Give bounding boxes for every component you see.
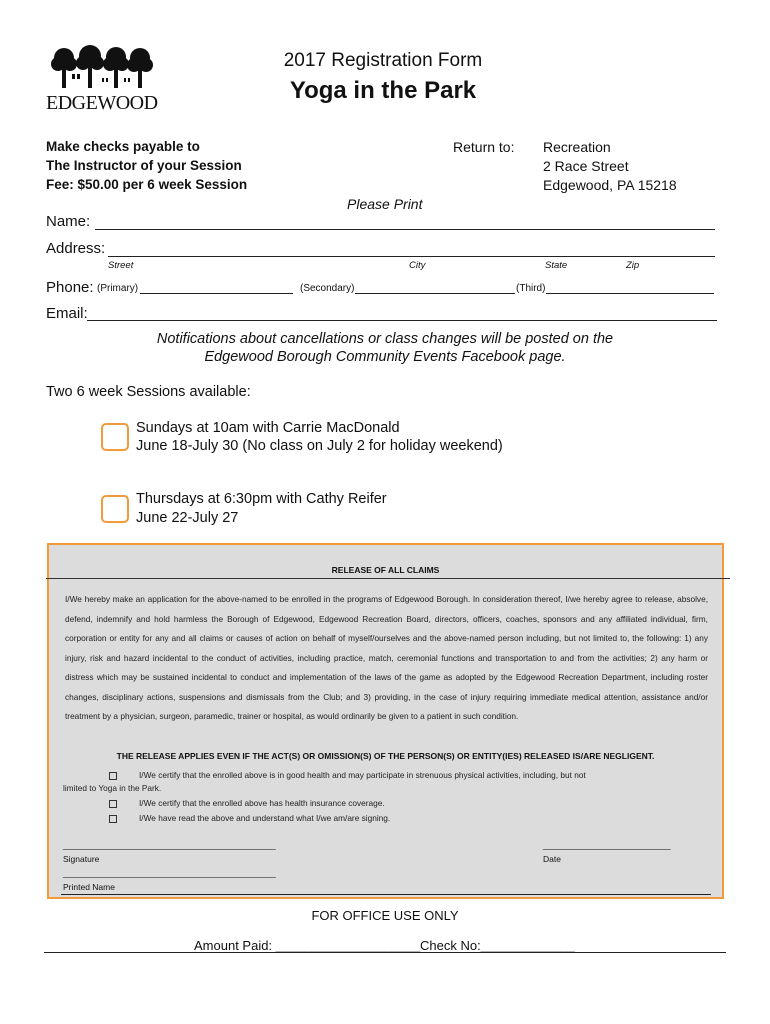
phone-primary-field[interactable] xyxy=(140,293,293,294)
thursday-session-line-2: June 22-July 27 xyxy=(136,510,239,526)
return-to-label: Return to: xyxy=(453,139,515,155)
check-number-field[interactable]: Check No:_____________ xyxy=(420,938,575,953)
release-title: RELEASE OF ALL CLAIMS xyxy=(331,565,440,575)
printed-name-label: Printed Name xyxy=(63,882,115,892)
read-understand-checkbox[interactable] xyxy=(109,815,117,823)
read-understand-item xyxy=(109,813,390,823)
phone-third-label: (Third) xyxy=(516,283,546,294)
payment-line-2: The Instructor of your Session xyxy=(46,158,242,173)
return-address-3: Edgewood, PA 15218 xyxy=(543,177,677,193)
release-paragraph: I/We hereby make an application for the above-named to be enrolled in the programs of Edgewood Borough. In consideration thereof, I/we hereby agree to release, absolve, defend, indemnify and hold harmless the Borough of Edgewood, Edgewood Recreation Board, directors, officers, coaches, sponsors and any affiliated individual, firm, corporation or entity for any and all claims or causes of action on behalf of myself/ourselves and the above-named person including, but not limited to, the following: 1) any injury, risk and hazard incidental to the conduct of activities, including practice, match, ceremonial functions and transportation to and from the activities; 2) any harm or distress which may be sustained incidental to conduct and implementation of the laws of the game as adopted by the Edgewood Recreation Department, including roster changes, disciplinary actions, suspensions and dismissals from the Club; and 3) providing, in the case of injury requiring immediate medical attention, assistance and/or treatment by a physician, surgeon, paramedic, trainer or hospital, as would ordinarily be given to a patient in such condition. xyxy=(65,594,708,721)
fee-line: Fee: $50.00 per 6 week Session xyxy=(46,177,248,192)
email-label: Email: xyxy=(46,305,88,322)
thursday-session-line-1: Thursdays at 6:30pm with Cathy Reifer xyxy=(136,491,387,507)
certify-insurance-text: I/We certify that the enrolled above has health insurance coverage. xyxy=(139,798,385,808)
name-field[interactable] xyxy=(95,229,715,230)
form-title: 2017 Registration Form xyxy=(283,50,483,71)
release-bottom-rule xyxy=(61,894,711,895)
address-zip-label: Zip xyxy=(626,260,640,271)
signature-line[interactable]: _____________________________________________ xyxy=(63,840,276,850)
release-of-claims-box xyxy=(47,543,724,899)
phone-label: Phone: xyxy=(46,279,94,296)
logo-text: EDGEWOOD xyxy=(46,92,158,114)
release-negligence-clause: THE RELEASE APPLIES EVEN IF THE ACT(S) OR OMISSION(S) OF THE PERSON(S) OR ENTITY(IES) RELEASED IS/ARE NEGLIGENT. xyxy=(116,751,655,761)
certify-health-checkbox[interactable] xyxy=(109,772,117,780)
certify-health-text-cont: limited to Yoga in the Park. xyxy=(63,783,162,793)
return-address-2: 2 Race Street xyxy=(543,158,629,174)
certify-health-text: I/We certify that the enrolled above is in good health and may participate in strenuous physical activities, including, but not xyxy=(139,770,586,780)
address-city-label: City xyxy=(409,260,426,271)
return-address-1: Recreation xyxy=(543,139,611,155)
sunday-session-line-1: Sundays at 10am with Carrie MacDonald xyxy=(136,420,400,436)
date-label: Date xyxy=(543,854,561,864)
certify-insurance-checkbox[interactable] xyxy=(109,800,117,808)
sunday-session-checkbox[interactable] xyxy=(101,423,129,451)
phone-third-field[interactable] xyxy=(546,293,714,294)
office-rule xyxy=(44,952,726,953)
address-street-label: Street xyxy=(108,260,134,271)
sessions-heading: Two 6 week Sessions available: xyxy=(46,384,251,400)
amount-paid-field[interactable]: Amount Paid: ____________________ xyxy=(194,938,421,953)
address-field[interactable] xyxy=(108,256,715,257)
thursday-session-checkbox[interactable] xyxy=(101,495,129,523)
address-state-label: State xyxy=(545,260,568,271)
date-line[interactable]: ___________________________ xyxy=(543,840,671,850)
form-subtitle: Yoga in the Park xyxy=(289,77,477,104)
notice-line-2: Edgewood Borough Community Events Facebook page. xyxy=(204,349,566,365)
read-understand-text: I/We have read the above and understand what I/we am/are signing. xyxy=(139,813,391,823)
please-print: Please Print xyxy=(347,196,423,212)
payment-line-1: Make checks payable to xyxy=(46,139,200,154)
release-divider xyxy=(46,578,730,579)
name-label: Name: xyxy=(46,213,91,230)
office-use-heading: FOR OFFICE USE ONLY xyxy=(311,908,459,923)
signature-label: Signature xyxy=(63,854,100,864)
email-field[interactable] xyxy=(87,320,717,321)
certify-insurance-item xyxy=(109,798,385,808)
address-label: Address: xyxy=(46,240,106,257)
phone-secondary-field[interactable] xyxy=(355,293,515,294)
phone-primary-label: (Primary) xyxy=(97,283,139,294)
phone-secondary-label: (Secondary) xyxy=(300,283,355,294)
notice-line-1: Notifications about cancellations or class changes will be posted on the xyxy=(156,331,614,347)
certify-health-item xyxy=(109,770,586,780)
sunday-session-line-2: June 18-July 30 (No class on July 2 for holiday weekend) xyxy=(136,438,503,454)
printed-name-line[interactable]: _____________________________________________ xyxy=(63,868,276,878)
